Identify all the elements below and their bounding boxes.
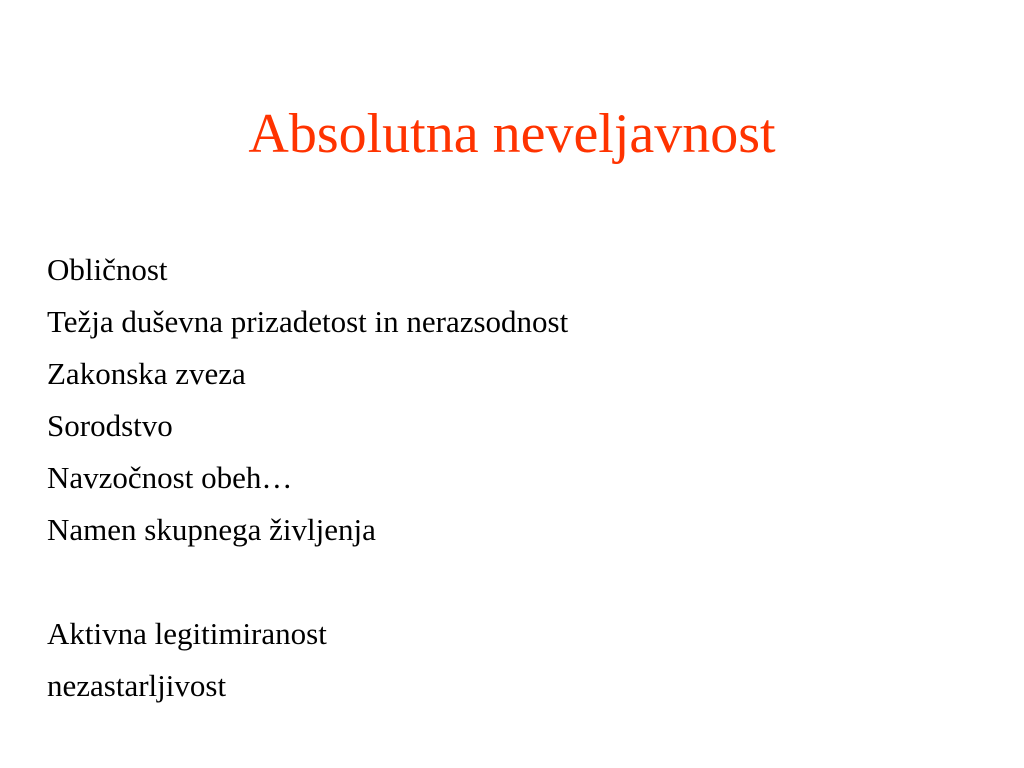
list-item: Namen skupnega življenja (47, 512, 376, 547)
list-item: Težja duševna prizadetost in nerazsodnost (47, 304, 569, 339)
content-list (47, 244, 568, 712)
list-item: Aktivna legitimiranost (47, 616, 327, 651)
list-item: Sorodstvo (47, 408, 173, 443)
list-item: nezastarljivost (47, 668, 227, 703)
slide-title: Absolutna neveljavnost (248, 103, 776, 165)
list-item: Navzočnost obeh… (47, 460, 293, 495)
list-item: Obličnost (47, 252, 168, 287)
list-item: Zakonska zveza (47, 356, 246, 391)
spacer (47, 556, 568, 608)
